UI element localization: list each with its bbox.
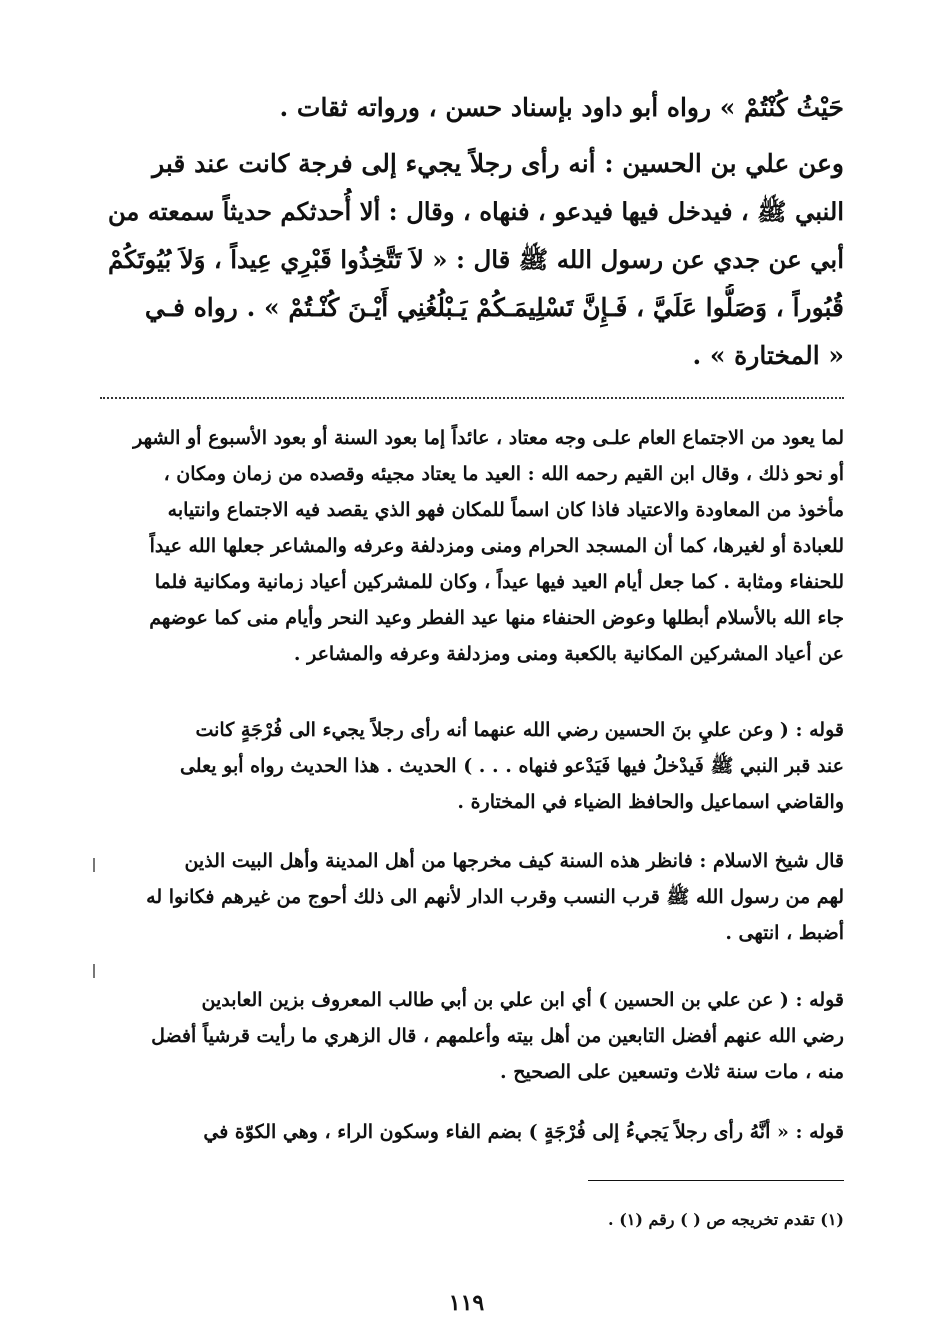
margin-mark <box>93 858 95 872</box>
text-line: النبي ﷺ ، فيدخل فيها فيدعو ، فنهاه ، وقال : ألا أُحدثكم حديثاً سمعته من <box>107 197 844 226</box>
text-line: عن أعياد المشركين المكانية بالكعبة ومنى ومزدلفة وعرفه والمشاعر . <box>293 643 844 665</box>
text-line: وعن علي بن الحسين : أنه رأى رجلاً يجيء إلى فرجة كانت عند قبر <box>152 149 844 178</box>
text-line: قوله : ( وعن عليِ بنَ الحسين رضي الله عنهما أنه رأى رجلاً يجيء الى فُرْجَةٍ كانت <box>195 719 844 741</box>
section-separator <box>100 397 844 399</box>
page-number: ١١٩ <box>448 1290 485 1316</box>
text-line: لهم من رسول الله ﷺ قرب النسب وقرب الدار لأنهم الى ذلك أحوج من غيرهم فكانوا له <box>146 886 844 908</box>
text-line: للعبادة أو لغيرها، كما أن المسجد الحرام ومنى ومزدلفة وعرفه والمشاعر جعلها الله عيداً <box>149 535 844 557</box>
text-line: أبي عن جدي عن رسول الله ﷺ قال : « لاَ تَتَّخِذُوا قَبْرِي عِيداً ، وَلاَ بُيُوتَكُمْ <box>108 245 844 274</box>
commentary-paragraph-1 <box>100 420 844 672</box>
text-line: لما يعود من الاجتماع العام علـى وجه معتاد ، عائداً إما بعود السنة أو بعود الأسبوع أو الشهر <box>133 427 844 449</box>
text-line: قال شيخ الاسلام : فانظر هذه السنة كيف مخرجها من أهل المدينة وأهل البيت الذين <box>184 850 844 872</box>
text-line: جاء الله بالأسلام أبطلها وعوض الحنفاء منها عيد الفطر وعيد النحر وأيام منى كما عوضهم <box>149 607 844 629</box>
footnote-rule <box>588 1180 844 1181</box>
text-line: قوله : « أنَّهُ رأى رجلاً يَجيءُ إلى فُرْجَةٍ ) بضم الفاء وسكون الراء ، وهي الكوّة في <box>203 1121 844 1143</box>
text-line: عند قبر النبي ﷺ فَيدْخلُ فيها فَيَدْعو فنهاه . . . ) الحديث . هذا الحديث رواه أبو يعلى <box>179 755 844 777</box>
text-line: أضبط ، انتهى . <box>725 922 844 944</box>
text-line: رضي الله عنهم أفضل التابعين من أهل بيته وأعلمهم ، قال الزهري ما رأيت قرشياً أفضل <box>151 1025 844 1047</box>
main-text-continuation <box>100 84 844 132</box>
footnote: (١) تقدم تخريجه ص ( ) رقم (١) . <box>608 1210 844 1229</box>
text-line: قُبُوراً ، وَصَلُّوا عَلَيَّ ، فَـإِنَّ تَسْلِيمَـكُمْ يَـبْلُغُنِي أَيْـنَ كُنْـتُمْ » . رواه فـي <box>144 293 844 322</box>
margin-mark <box>93 964 95 978</box>
text-line: أو نحو ذلك ، وقال ابن القيم رحمه الله : العيد ما يعتاد مجيئه وقصده من زمان ومكان ، <box>163 463 844 485</box>
commentary-paragraph-2 <box>100 712 844 820</box>
commentary-paragraph-5 <box>100 1114 844 1150</box>
text-line: والقاضي اسماعيل والحافظ الضياء في المختارة . <box>457 791 844 813</box>
main-text-paragraph <box>100 140 844 380</box>
commentary-paragraph-4 <box>100 982 844 1090</box>
text-line: مأخوذ من المعاودة والاعتياد فاذا كان اسماً للمكان فهو الذي يقصد فيه الاجتماع وانتيابه <box>167 499 844 521</box>
text-line: حَيْثُ كُنْتُمْ » رواه أبو داود بإسناد حسن ، ورواته ثقات . <box>279 93 844 122</box>
text-line: قوله : ( عن علي بن الحسين ) أي ابن علي بن أبي طالب المعروف بزين العابدين <box>201 989 844 1011</box>
commentary-paragraph-3 <box>100 843 844 951</box>
text-line: « المختارة » . <box>692 341 844 370</box>
text-line: منه ، مات سنة ثلاث وتسعين على الصحيح . <box>499 1061 844 1083</box>
text-line: للحنفاء ومثابة . كما جعل أيام العيد فيها عيداً ، وكان للمشركين أعياد زمانية ومكانية فلما <box>154 571 844 593</box>
